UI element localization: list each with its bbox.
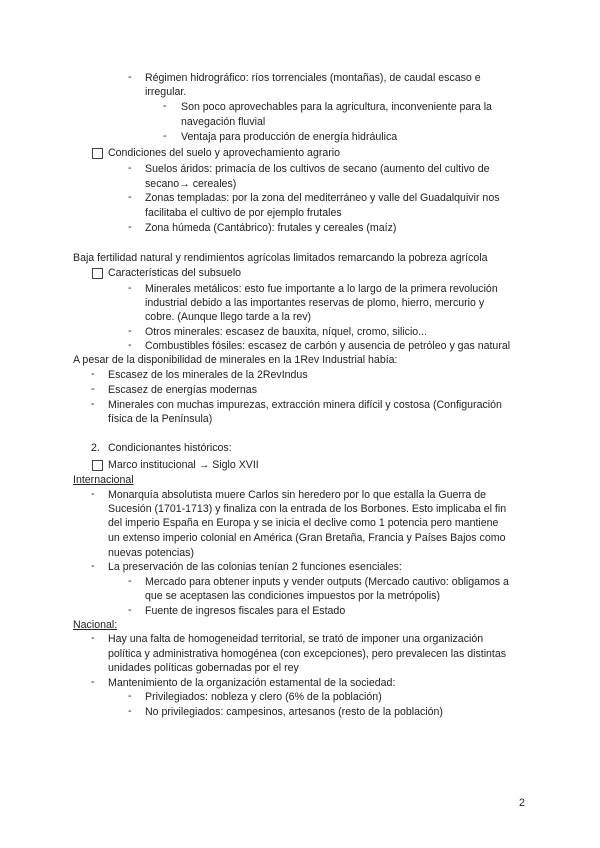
bullet-dash: - [91,676,95,688]
bullet-dash: - [128,221,132,233]
bullet-dash: - [128,71,132,83]
text-line: Mantenimiento de la organización estamental de la sociedad: [108,677,396,689]
bullet-dash: - [91,383,95,395]
text-line: La preservación de las colonias tenían 2 funciones esenciales: [108,561,402,573]
text-line: navegación fluvial [181,116,266,128]
bullet-dash: - [91,398,95,410]
list-number: 2. [91,442,100,454]
text-line: facilitaba el cultivo de por ejemplo frutales [145,207,342,219]
text-line: unidades políticas gobernadas por el rey [108,662,299,674]
subheading-internacional: Internacional [73,474,134,486]
text-line: Combustibles fósiles: escasez de carbón y ausencia de petróleo y gas natural [145,340,511,352]
bullet-dash: - [91,632,95,644]
checkbox-icon [92,148,103,159]
bullet-dash: - [91,560,95,572]
bullet-dash: - [128,690,132,702]
text-line: cobre. (Aunque llego tarde a la rev) [145,311,312,323]
text-line: irregular. [145,86,187,98]
text-line: física de la Península) [108,413,213,425]
text-line: Condiciones del suelo y aprovechamiento agrario [108,147,341,159]
bullet-dash: - [128,325,132,337]
text-line: Sucesión (1701-1713) y finaliza con la entrada de los Borbones. Esto implicaba el fin [108,503,507,515]
text-line: Fuente de ingresos fiscales para el Estado [145,605,346,617]
text-line: secano→ cereales) [145,178,237,190]
bullet-dash: - [128,282,132,294]
text-line: Marco institucional → Siglo XVII [108,459,259,471]
text-line: industrial debido a las importantes reservas de plomo, hierro, mercurio y [145,297,485,309]
text-line: Otros minerales: escasez de bauxita, níquel, cromo, silicio... [145,326,428,338]
text-line: Monarquía absolutista muere Carlos sin heredero por lo que estalla la Guerra de [108,489,487,501]
text-line: política y administrativa homogénea (con excepciones), pero prevalecen las distintas [108,648,507,660]
text-line: Minerales con muchas impurezas, extracción minera difícil y costosa (Configuración [108,399,502,411]
text-line: Características del subsuelo [108,267,242,279]
bullet-dash: - [128,604,132,616]
checkbox-icon [92,460,103,471]
checkbox-icon [92,268,103,279]
text-line: un extenso imperio colonial en América (Gran Bretaña, Francia y Países Bajos como [108,532,506,544]
text-line: No privilegiados: campesinos, artesanos (resto de la población) [145,706,443,718]
bullet-dash: - [128,191,132,203]
section-heading: Condicionantes históricos: [108,442,232,454]
text-line: Minerales metálicos: esto fue importante a lo largo de la primera revolución [145,283,498,295]
bullet-dash: - [128,575,132,587]
bullet-dash: - [128,339,132,351]
text-line: A pesar de la disponibilidad de minerales en la 1Rev Industrial había: [73,354,398,366]
bullet-dash: - [91,368,95,380]
text-line: Privilegiados: nobleza y clero (6% de la población) [145,691,382,703]
bullet-dash: - [163,130,167,142]
text-line: Mercado para obtener inputs y vender outputs (Mercado cautivo: obligamos a [145,576,509,588]
bullet-dash: - [91,488,95,500]
page-number: 2 [519,797,525,809]
text-line: nuevas potencias) [108,547,194,559]
text-line: Zonas templadas: por la zona del mediterráneo y valle del Guadalquivir nos [145,192,500,204]
text-line: Zona húmeda (Cantábrico): frutales y cereales (maíz) [145,222,397,234]
text-line: Ventaja para producción de energía hidráulica [181,131,398,143]
subheading-nacional: Nacional: [73,619,118,631]
bullet-dash: - [128,162,132,174]
text-line: Escasez de energías modernas [108,384,257,396]
text-line: Hay una falta de homogeneidad territorial, se trató de imponer una organización [108,633,484,645]
text-line: Régimen hidrográfico: ríos torrenciales (montañas), de caudal escaso e [145,72,481,84]
text-line: que se aceptasen las condiciones impuestos por la metrópolis) [145,590,441,602]
text-line: Baja fertilidad natural y rendimientos agrícolas limitados remarcando la pobreza agrícola [73,252,488,264]
bullet-dash: - [163,100,167,112]
text-line: Son poco aprovechables para la agricultura, inconveniente para la [181,101,492,113]
bullet-dash: - [128,705,132,717]
text-line: Suelos áridos: primacía de los cultivos de secano (aumento del cultivo de [145,163,490,175]
text-line: Escasez de los minerales de la 2RevIndus [108,369,308,381]
text-line: del imperio España en Europa y se inicia el declive como 1 potencia pero mantiene [108,517,499,529]
